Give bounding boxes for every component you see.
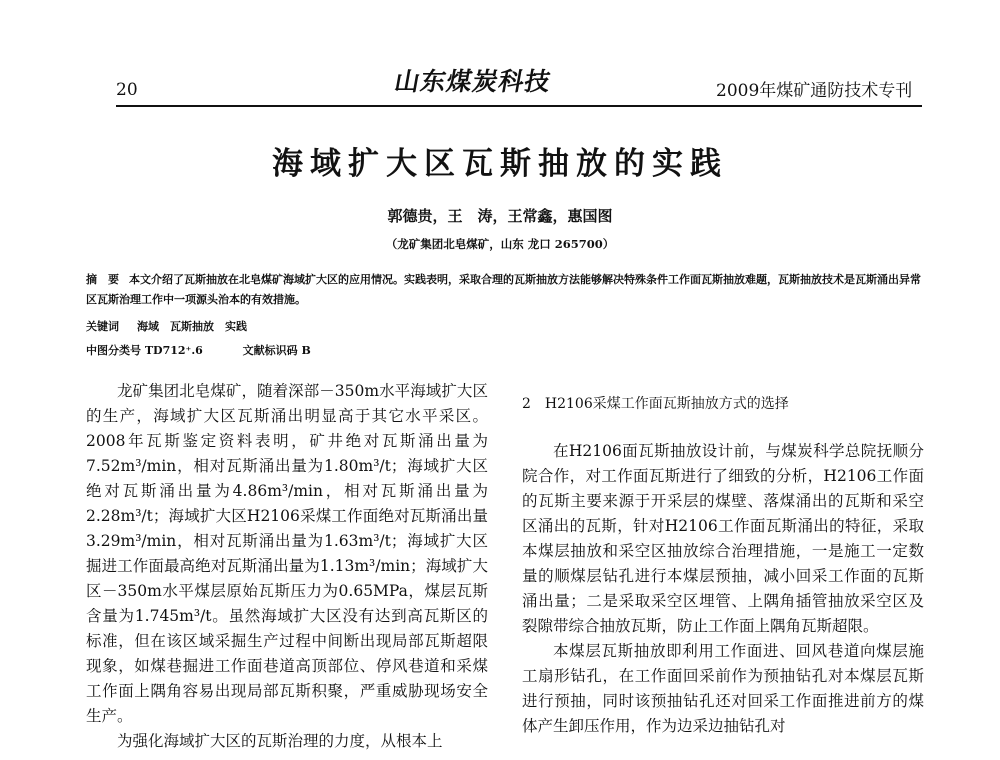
keywords-line <box>86 318 247 334</box>
body-paragraph: 本煤层瓦斯抽放即利用工作面进、回风巷道向煤层施工扇形钻孔，在工作面回采前作为预抽钻孔对本煤层瓦斯进行预抽，同时该预抽钻孔还对回采工作面推进前方的煤体产生卸压作用，作为边采边抽钻孔对 <box>522 642 924 735</box>
page-number: 20 <box>116 80 138 100</box>
clc-label: 中图分类号 <box>86 344 141 357</box>
journal-name: 山东煤炭科技 <box>392 67 554 96</box>
body-paragraph: 为强化海域扩大区的瓦斯治理的力度，从根本上 <box>117 732 443 750</box>
body-column-left <box>86 379 488 754</box>
body-paragraph: 在H2106面瓦斯抽放设计前，与煤炭科学总院抚顺分院合作，对工作面瓦斯进行了细致的分析，H2106工作面的瓦斯主要来源于开采层的煤壁、落煤涌出的瓦斯和采空区涌出的瓦斯，针对H2106工作面瓦斯涌出的特征，采取本煤层抽放和采空区抽放综合治理措施，一是施工一定数量的顺煤层钻孔进行本煤层预抽，减小回采工作面的瓦斯涌出量；二是采取采空区埋管、上隅角插管抽放采空区及裂隙带综合抽放瓦斯，防止工作面上隅角瓦斯超限。 <box>522 442 924 635</box>
body-paragraph: 龙矿集团北皂煤矿，随着深部－350m水平海域扩大区的生产，海域扩大区瓦斯涌出明显高于其它水平采区。2008年瓦斯鉴定资料表明，矿井绝对瓦斯涌出量为7.52m³/min，相对瓦斯涌出量为1.80m³/t；海域扩大区绝对瓦斯涌出量为4.86m³/min，相对瓦斯涌出量为2.28m³/t；海域扩大区H2106采煤工作面绝对瓦斯涌出量3.29m³/min，相对瓦斯涌出量为1.63m³/t；海域扩大区掘进工作面最高绝对瓦斯涌出量为1.13m³/min；海域扩大区－350m水平煤层原始瓦斯压力为0.65MPa，煤层瓦斯含量为1.745m³/t。虽然海域扩大区没有达到高瓦斯区的标准，但在该区域采掘生产过程中间断出现局部瓦斯超限现象，如煤巷掘进工作面巷道高顶部位、停风巷道和采煤工作面上隅角容易出现局部瓦斯积聚，严重威胁现场安全生产。 <box>86 382 488 725</box>
header-rule <box>116 105 922 107</box>
keywords-label: 关键词 <box>86 320 119 333</box>
abstract <box>86 270 926 310</box>
body-column-right <box>522 379 924 739</box>
keywords-text: 海域 瓦斯抽放 实践 <box>137 320 247 333</box>
issue-name: 2009年煤矿通防技术专刊 <box>716 81 913 101</box>
article-title: 海域扩大区瓦斯抽放的实践 <box>272 146 728 182</box>
doc-code-value: B <box>301 344 311 357</box>
doc-code-label: 文献标识码 <box>242 344 298 357</box>
article-affiliation: （龙矿集团北皂煤矿，山东 龙口 265700） <box>385 237 615 251</box>
abstract-label: 摘 要 <box>86 273 119 286</box>
section-heading: 2 H2106采煤工作面瓦斯抽放方式的选择 <box>522 396 789 412</box>
clc-value: TD712⁺.6 <box>144 344 203 357</box>
classification-line <box>86 342 311 358</box>
abstract-text: 本文介绍了瓦斯抽放在北皂煤矿海域扩大区的应用情况。实践表明，采取合理的瓦斯抽放方法能够解决特殊条件工作面瓦斯抽放难题，瓦斯抽放技术是瓦斯涌出异常区瓦斯治理工作中一项源头治本的有效措施。 <box>86 273 921 306</box>
article-authors: 郭德贵，王 涛，王常鑫，惠国图 <box>387 207 613 225</box>
